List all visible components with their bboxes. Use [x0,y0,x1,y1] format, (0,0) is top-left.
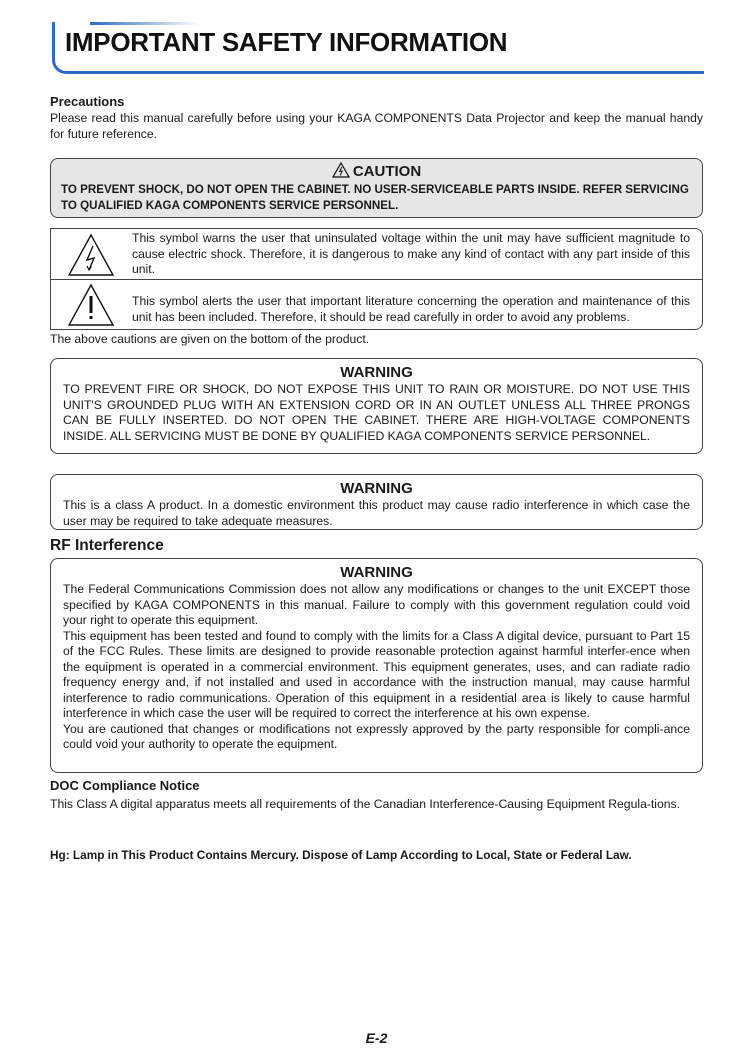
warning-title: WARNING [340,364,413,381]
mercury-notice: Hg: Lamp in This Product Contains Mercury. Dispose of Lamp According to Local, State or Federal Law. [50,848,632,862]
rf-interference-heading: RF Interference [50,537,164,554]
warning-text: TO PREVENT FIRE OR SHOCK, DO NOT EXPOSE THIS UNIT TO RAIN OR MOISTURE. DO NOT USE THIS UNIT'S GROUNDED PLUG WITH AN EXTENSION CORD OR IN AN OUTLET UNLESS ALL THREE PRONGS CAN BE FULLY INSERTED. DO NOT OPEN THE CABINET. THERE ARE HIGH-VOLTAGE COMPONENTS INSIDE. ALL SERVICING MUST BE DONE BY QUALIFIED KAGA COMPONENTS SERVICE PERSONNEL. [63,382,690,443]
rf-paragraph: This equipment has been tested and found to comply with the limits for a Class A digital device, pursuant to Part 15 of the FCC Rules. These limits are designed to provide reasonable protection against harmful interfer-ence when the equipment is operated in a commercial environment. This equipment generates, uses, and can radiate radio frequency energy and, if not installed and used in accordance with the instruction manual, may cause harmful interference to radio communications. Operation of this equipment in a residential area is likely to cause harmful interference in which case the user will be required to correct the interference at his own expense. [63,628,690,720]
exclamation-warning-icon [66,282,116,328]
warning-triangle-icon [332,162,350,178]
doc-compliance-text: This Class A digital apparatus meets all requirements of the Canadian Interference-Causing Equipment Regula-tions. [50,797,681,811]
lightning-symbol-text: This symbol warns the user that uninsulated voltage within the unit may have sufficient magnitude to cause electric shock. Therefore, it is dangerous to make any kind of contact with any part inside of this unit. [132,231,690,276]
warning-text: This is a class A product. In a domestic environment this product may cause radio interference in which case the user may be required to take adequate measures. [63,498,690,528]
symbol-table [50,228,703,330]
lightning-warning-icon [66,232,116,278]
class-a-warning-box [50,474,703,530]
symbol-row [51,280,702,330]
exclamation-symbol-text: This symbol alerts the user that important literature concerning the operation and maintenance of this unit has been included. Therefore, it should be read carefully in order to avoid any problems. [132,294,690,324]
symbol-row [51,229,702,279]
caution-text: TO PREVENT SHOCK, DO NOT OPEN THE CABINET. NO USER-SERVICEABLE PARTS INSIDE. REFER SERVICING TO QUALIFIED KAGA COMPONENTS SERVICE PERSONNEL. [61,183,689,212]
fire-shock-warning-box [50,358,703,454]
caution-heading [61,162,692,182]
rf-warning-box [50,558,703,773]
caution-box [50,158,703,218]
precautions-heading: Precautions [50,94,125,109]
cautions-note: The above cautions are given on the bottom of the product. [50,332,370,346]
rf-paragraph: The Federal Communications Commission does not allow any modifications or changes to the unit EXCEPT those specified by KAGA COMPONENTS in this manual. Failure to comply with this government regulation could void your right to operate this equipment. [63,582,690,627]
page-title: IMPORTANT SAFETY INFORMATION [65,27,508,57]
page-number: E-2 [365,1030,388,1046]
rf-paragraph: You are cautioned that changes or modifications not expressly approved by the party responsible for compli-ance could void your authority to operate the equipment. [63,721,690,751]
warning-title: WARNING [340,564,413,581]
precautions-text: Please read this manual carefully before using your KAGA COMPONENTS Data Projector and keep the manual handy for future reference. [50,111,703,141]
doc-compliance-heading: DOC Compliance Notice [50,778,200,793]
warning-title: WARNING [340,480,413,497]
title-frame [52,22,704,74]
caution-title: CAUTION [352,163,422,180]
